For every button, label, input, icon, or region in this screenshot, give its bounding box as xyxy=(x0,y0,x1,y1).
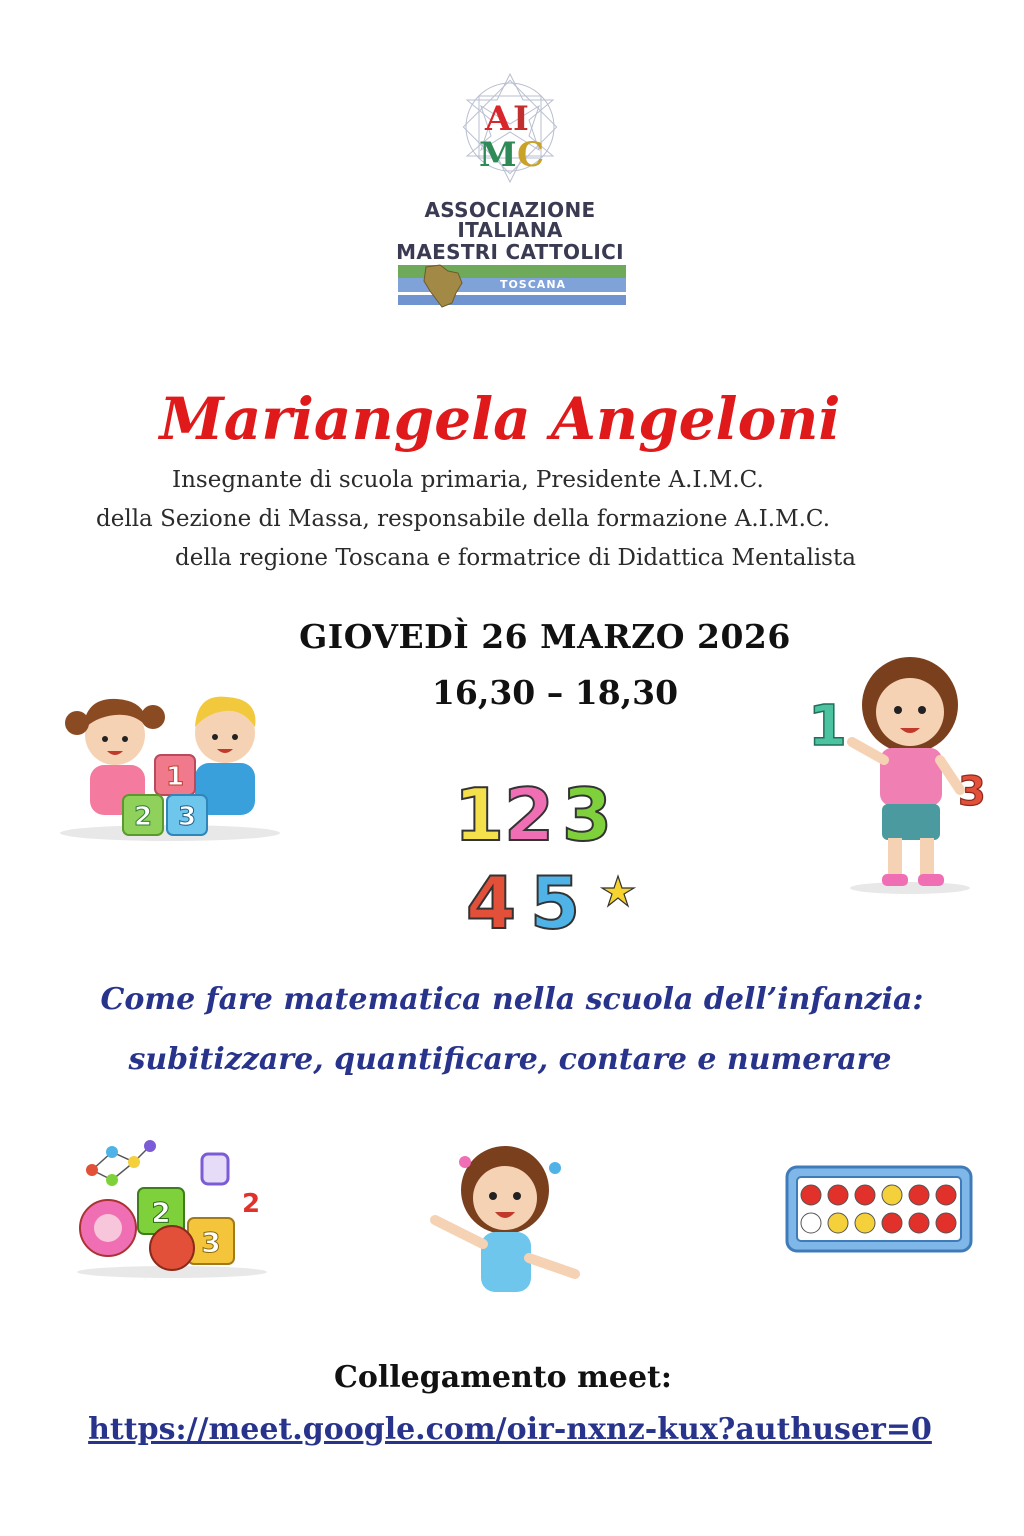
counter-dot xyxy=(801,1213,821,1233)
speaker-name: Mariangela Angeloni xyxy=(159,385,841,453)
logo-letter-c: C xyxy=(517,135,545,175)
speaker-bio-line: della regione Toscana e formatrice di Didattica Mentalista xyxy=(175,545,856,571)
aimc-logo xyxy=(380,60,640,310)
number-digit: 3 xyxy=(562,773,613,857)
kids-playing-blocks-illustration xyxy=(55,685,285,845)
block-digit: 2 xyxy=(133,802,153,832)
meet-link[interactable]: https://meet.google.com/oir-nxnz-kux?authuser=0 xyxy=(88,1412,932,1447)
counter-dot xyxy=(909,1185,929,1205)
logo-text-line3: MAESTRI CATTOLICI xyxy=(396,240,624,264)
number-digit: 1 xyxy=(808,694,847,759)
event-date: GIOVEDÌ 26 MARZO 2026 xyxy=(299,617,791,656)
logo-region-label: TOSCANA xyxy=(499,278,567,291)
counter-dot xyxy=(855,1213,875,1233)
counter-dot xyxy=(936,1185,956,1205)
toy-digit: 3 xyxy=(201,1226,221,1259)
colorful-numbers-illustration xyxy=(450,760,640,940)
logo-color-band xyxy=(398,265,626,305)
counter-dot xyxy=(882,1213,902,1233)
toy-digit: 2 xyxy=(242,1189,261,1219)
counter-dot xyxy=(855,1185,875,1205)
pointing-girl-illustration xyxy=(425,1140,590,1300)
counter-dot xyxy=(828,1213,848,1233)
girl-holding-numbers-illustration xyxy=(800,650,1000,895)
speaker-bio-line: della Sezione di Massa, responsabile della formazione A.I.M.C. xyxy=(96,506,831,532)
star-icon xyxy=(602,876,634,906)
counter-dot xyxy=(828,1185,848,1205)
math-toys-illustration xyxy=(72,1140,282,1280)
block-digit: 3 xyxy=(177,802,197,832)
number-digit: 5 xyxy=(530,861,581,940)
logo-letter-i: I xyxy=(513,99,529,139)
aimc-rosette-emblem xyxy=(455,70,565,190)
topic-title-line: Come fare matematica nella scuola dell’infanzia: xyxy=(100,982,924,1017)
logo-letter-m: M xyxy=(479,135,517,175)
topic-title-line: subitizzare, quantificare, contare e numerare xyxy=(128,1042,892,1077)
number-digit: 1 xyxy=(454,773,505,857)
event-time: 16,30 – 18,30 xyxy=(431,673,679,712)
number-digit: 2 xyxy=(504,773,555,857)
ten-frame-counter-illustration xyxy=(785,1165,975,1255)
toy-digit: 2 xyxy=(151,1196,171,1229)
speaker-bio-line: Insegnante di scuola primaria, Presidente A.I.M.C. xyxy=(172,467,764,493)
number-digit: 3 xyxy=(958,769,986,815)
meet-label: Collegamento meet: xyxy=(334,1360,672,1395)
counter-dot xyxy=(882,1185,902,1205)
logo-letter-a: A xyxy=(485,99,512,139)
counter-dot xyxy=(909,1213,929,1233)
logo-text-line2: ITALIANA xyxy=(457,218,563,242)
counter-dot xyxy=(936,1213,956,1233)
block-digit: 1 xyxy=(165,762,185,792)
counter-dot xyxy=(801,1185,821,1205)
logo-text-line1: ASSOCIAZIONE xyxy=(424,198,596,222)
number-digit: 4 xyxy=(466,861,517,940)
